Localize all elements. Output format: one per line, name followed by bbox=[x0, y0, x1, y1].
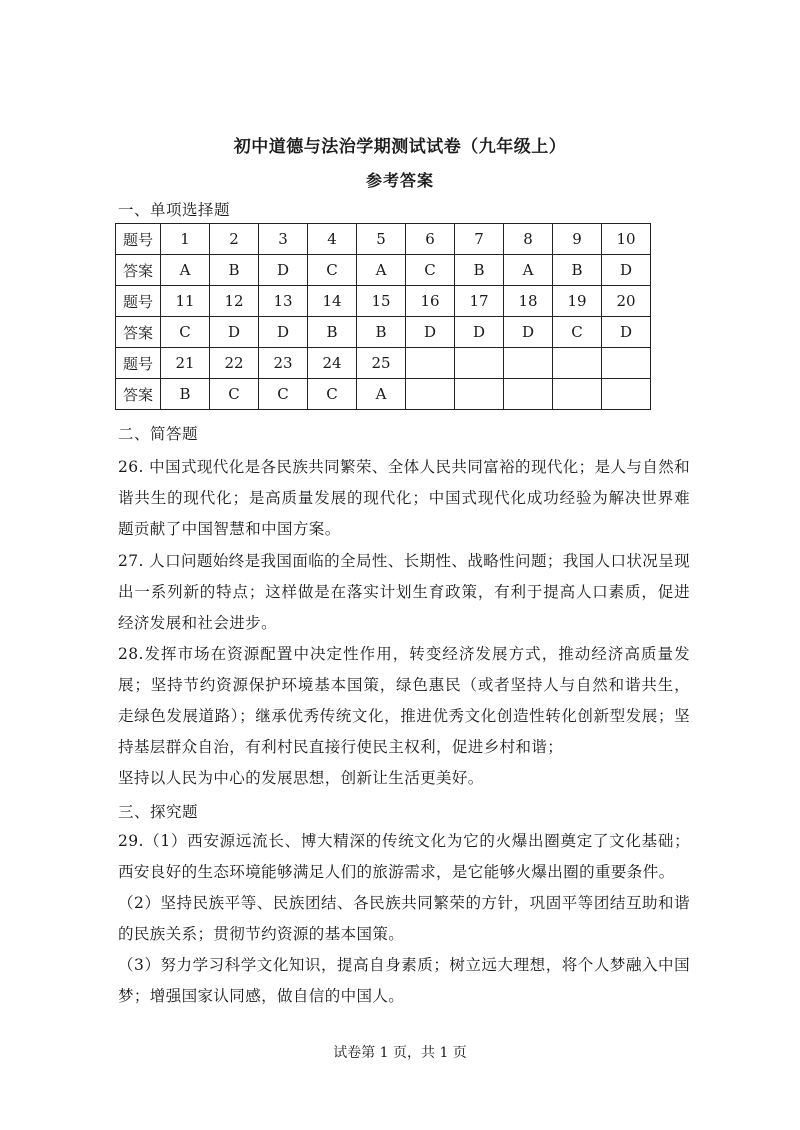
question-number-cell: 7 bbox=[455, 224, 504, 255]
answer-cell: B bbox=[357, 317, 406, 348]
answer-cell: D bbox=[259, 255, 308, 286]
question-number-cell: 6 bbox=[406, 224, 455, 255]
answer-cell: D bbox=[406, 317, 455, 348]
answer-cell: A bbox=[161, 255, 210, 286]
answer-cell: C bbox=[210, 379, 259, 410]
question-number-cell: 9 bbox=[553, 224, 602, 255]
answer-cell: D bbox=[602, 317, 651, 348]
question-number-cell: 22 bbox=[210, 348, 259, 379]
page-footer: 试卷第 1 页，共 1 页 bbox=[333, 1045, 467, 1061]
section-heading-short-answer: 二、简答题 bbox=[118, 425, 199, 443]
question-number-cell: 10 bbox=[602, 224, 651, 255]
page-title: 初中道德与法治学期测试试卷（九年级上） bbox=[233, 137, 567, 157]
answer-cell: B bbox=[161, 379, 210, 410]
question-number-cell: 3 bbox=[259, 224, 308, 255]
answer-cell: B bbox=[308, 317, 357, 348]
question-number-cell: 14 bbox=[308, 286, 357, 317]
answer-cell: D bbox=[455, 317, 504, 348]
answer-table bbox=[115, 223, 651, 410]
question-number-cell bbox=[455, 348, 504, 379]
question-number-cell: 20 bbox=[602, 286, 651, 317]
answer-cell: C bbox=[161, 317, 210, 348]
question-number-cell bbox=[602, 348, 651, 379]
question-number-row bbox=[116, 224, 651, 255]
answer-29-part2: （2）坚持民族平等、民族团结、各民族共同繁荣的方针，巩固平等团结互助和谐的民族关系；贯彻节约资源的基本国策。 bbox=[118, 894, 690, 943]
question-number-cell bbox=[553, 348, 602, 379]
page-subtitle: 参考答案 bbox=[365, 171, 434, 190]
answer-cell: C bbox=[308, 379, 357, 410]
question-number-cell: 21 bbox=[161, 348, 210, 379]
answer-26: 26. 中国式现代化是各民族共同繁荣、全体人民共同富裕的现代化；是人与自然和谐共生的现代化；是高质量发展的现代化；中国式现代化成功经验为解决世界难题贡献了中国智慧和中国方案。 bbox=[118, 458, 690, 538]
row-header-answer: 答案 bbox=[116, 379, 161, 410]
answer-28-conclusion: 坚持以人民为中心的发展思想，创新让生活更美好。 bbox=[118, 769, 484, 787]
question-number-cell: 11 bbox=[161, 286, 210, 317]
question-number-row bbox=[116, 348, 651, 379]
answer-cell: B bbox=[210, 255, 259, 286]
answer-cell bbox=[553, 379, 602, 410]
answer-cell: D bbox=[259, 317, 308, 348]
question-number-cell: 12 bbox=[210, 286, 259, 317]
question-number-cell bbox=[406, 348, 455, 379]
question-number-cell: 16 bbox=[406, 286, 455, 317]
question-number-cell: 24 bbox=[308, 348, 357, 379]
answer-cell: C bbox=[553, 317, 602, 348]
section-heading-choice: 一、单项选择题 bbox=[118, 201, 231, 219]
answer-cell: D bbox=[210, 317, 259, 348]
row-header-question: 题号 bbox=[116, 286, 161, 317]
answer-cell: C bbox=[406, 255, 455, 286]
answer-cell: D bbox=[602, 255, 651, 286]
row-header-answer: 答案 bbox=[116, 255, 161, 286]
answer-cell: A bbox=[504, 255, 553, 286]
question-number-cell: 5 bbox=[357, 224, 406, 255]
question-number-cell: 17 bbox=[455, 286, 504, 317]
answer-cell: D bbox=[504, 317, 553, 348]
answer-28: 28.发挥市场在资源配置中决定性作用，转变经济发展方式，推动经济高质量发展；坚持节约资源保护环境基本国策，绿色惠民（或者坚持人与自然和谐共生，走绿色发展道路）；继承优秀传统文化，推进优秀文化创造性转化创新型发展；坚持基层群众自治，有利村民直接行使民主权利，促进乡村和谐； bbox=[118, 645, 690, 756]
answer-cell: A bbox=[357, 379, 406, 410]
answer-row bbox=[116, 255, 651, 286]
question-number-cell: 4 bbox=[308, 224, 357, 255]
question-number-cell bbox=[504, 348, 553, 379]
answer-cell: C bbox=[259, 379, 308, 410]
question-number-cell: 18 bbox=[504, 286, 553, 317]
question-number-row bbox=[116, 286, 651, 317]
question-number-cell: 25 bbox=[357, 348, 406, 379]
row-header-question: 题号 bbox=[116, 348, 161, 379]
question-number-cell: 23 bbox=[259, 348, 308, 379]
answer-cell bbox=[602, 379, 651, 410]
question-number-cell: 8 bbox=[504, 224, 553, 255]
answer-cell: B bbox=[553, 255, 602, 286]
question-number-cell: 19 bbox=[553, 286, 602, 317]
answer-29-part1: 29.（1）西安源远流长、博大精深的传统文化为它的火爆出圈奠定了文化基础；西安良好的生态环境能够满足人们的旅游需求，是它能够火爆出圈的重要条件。 bbox=[118, 832, 690, 881]
question-number-cell: 2 bbox=[210, 224, 259, 255]
answer-cell: A bbox=[357, 255, 406, 286]
answer-27: 27. 人口问题始终是我国面临的全局性、长期性、战略性问题；我国人口状况呈现出一系列新的特点；这样做是在落实计划生育政策，有利于提高人口素质，促进经济发展和社会进步。 bbox=[118, 552, 690, 632]
question-number-cell: 15 bbox=[357, 286, 406, 317]
answer-cell: C bbox=[308, 255, 357, 286]
answer-cell bbox=[406, 379, 455, 410]
answer-cell bbox=[504, 379, 553, 410]
answer-cell: B bbox=[455, 255, 504, 286]
question-number-cell: 1 bbox=[161, 224, 210, 255]
section-heading-inquiry: 三、探究题 bbox=[118, 803, 199, 821]
question-number-cell: 13 bbox=[259, 286, 308, 317]
answer-row bbox=[116, 379, 651, 410]
answer-29-part3: （3）努力学习科学文化知识，提高自身素质；树立远大理想，将个人梦融入中国梦；增强国家认同感，做自信的中国人。 bbox=[118, 956, 690, 1005]
answer-row bbox=[116, 317, 651, 348]
row-header-question: 题号 bbox=[116, 224, 161, 255]
row-header-answer: 答案 bbox=[116, 317, 161, 348]
answer-cell bbox=[455, 379, 504, 410]
